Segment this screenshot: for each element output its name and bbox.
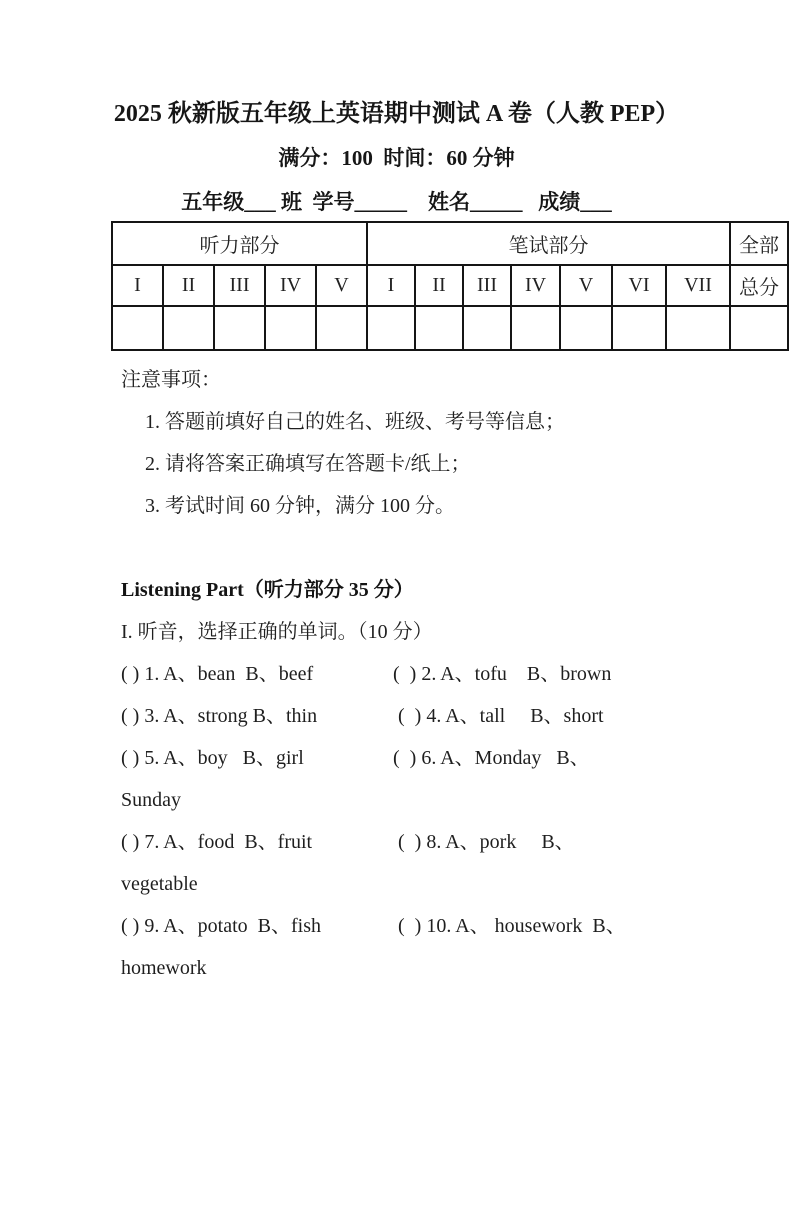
question-right: ( ) 4. A、tall B、short <box>393 705 604 727</box>
question-line <box>121 695 793 737</box>
note-item: 3. 考试时间 60 分钟，满分 100 分。 <box>145 495 455 517</box>
score-cell <box>112 306 163 350</box>
question-right: ( ) 2. A、tofu B、brown <box>393 663 612 685</box>
section-header-written: 笔试部分 <box>367 222 730 265</box>
question-left: ( ) 7. A、food B、fruit <box>121 831 313 853</box>
score-cell <box>265 306 316 350</box>
question-line <box>121 653 793 695</box>
question-left: vegetable <box>121 873 198 895</box>
column-header: VI <box>612 265 666 306</box>
question-left: homework <box>121 957 207 979</box>
score-cell <box>666 306 730 350</box>
question-right: ( ) 10. A、 housework B、 <box>393 915 626 937</box>
score-cell <box>214 306 265 350</box>
column-header: II <box>163 265 214 306</box>
score-cell <box>367 306 415 350</box>
question-line <box>121 737 793 779</box>
listening-part-heading: Listening Part（听力部分 35 分） <box>121 579 414 601</box>
score-cell <box>415 306 463 350</box>
score-table-blank-row <box>112 306 788 350</box>
paper-title: 2025 秋新版五年级上英语期中测试 A 卷（人教 PEP） <box>113 101 680 127</box>
note-item: 1. 答题前填好自己的姓名、班级、考号等信息； <box>145 411 565 433</box>
question-line <box>121 905 793 947</box>
score-cell <box>463 306 511 350</box>
exam-paper-page <box>0 98 793 1220</box>
question-continuation-line <box>121 863 793 905</box>
question-continuation-line <box>121 779 793 821</box>
question-left: ( ) 9. A、potato B、fish <box>121 915 321 937</box>
column-header: VII <box>666 265 730 306</box>
student-info-line: 五年级___ 班 学号_____ 姓名_____ 成绩___ <box>181 190 612 214</box>
score-cell <box>316 306 367 350</box>
paper-subtitle: 满分：100 时间：60 分钟 <box>278 146 515 170</box>
column-header: V <box>316 265 367 306</box>
question-left: Sunday <box>121 789 181 811</box>
question-right: ( ) 6. A、Monday B、 <box>393 747 590 769</box>
score-cell <box>560 306 612 350</box>
score-table-section-row <box>112 222 788 265</box>
score-cell <box>730 306 788 350</box>
question-left: ( ) 5. A、boy B、girl <box>121 747 304 769</box>
column-header: III <box>463 265 511 306</box>
column-header: IV <box>511 265 560 306</box>
question-continuation-line <box>121 947 793 989</box>
column-header: V <box>560 265 612 306</box>
column-header-total-score: 总分 <box>730 265 788 306</box>
column-header: III <box>214 265 265 306</box>
score-cell <box>612 306 666 350</box>
section-header-listening: 听力部分 <box>112 222 367 265</box>
column-header: IV <box>265 265 316 306</box>
question-section-title: I. 听音，选择正确的单词。（10 分） <box>121 621 433 643</box>
score-cell <box>511 306 560 350</box>
column-header: I <box>367 265 415 306</box>
score-cell <box>163 306 214 350</box>
section-header-total: 全部 <box>730 222 788 265</box>
notes-heading: 注意事项： <box>121 369 221 391</box>
note-item: 2. 请将答案正确填写在答题卡/纸上； <box>145 453 471 475</box>
column-header: II <box>415 265 463 306</box>
question-left: ( ) 1. A、bean B、beef <box>121 663 314 685</box>
question-line <box>121 821 793 863</box>
score-table-column-row <box>112 265 788 306</box>
question-left: ( ) 3. A、strong B、thin <box>121 705 318 727</box>
column-header: I <box>112 265 163 306</box>
score-table <box>111 221 789 351</box>
question-right: ( ) 8. A、pork B、 <box>393 831 575 853</box>
